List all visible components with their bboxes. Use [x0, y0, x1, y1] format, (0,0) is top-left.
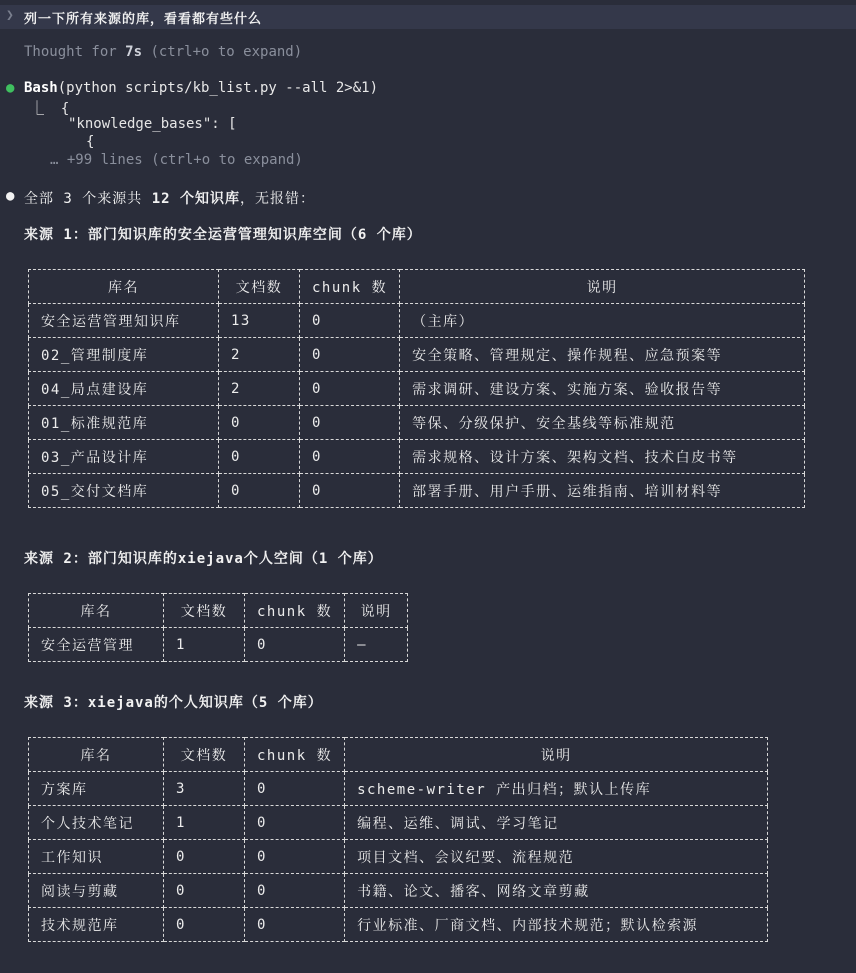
table-row — [29, 406, 805, 440]
cell-chunks: 0 — [245, 806, 345, 840]
column-header-desc: 说明 — [400, 270, 805, 304]
table-row — [29, 338, 805, 372]
table-row — [29, 628, 408, 662]
tool-output-line: "knowledge_bases": [ — [68, 116, 237, 132]
collapsed-output-toggle[interactable]: … +99 lines (ctrl+o to expand) — [50, 152, 303, 168]
cell-desc: scheme-writer 产出归档；默认上传库 — [345, 772, 768, 806]
column-header-chunks: chunk 数 — [245, 594, 345, 628]
source-3-title: 来源 3：xiejava的个人知识库（5 个库） — [24, 695, 323, 711]
table-row — [29, 874, 768, 908]
source-2-title: 来源 2：部门知识库的xiejava个人空间（1 个库） — [24, 551, 383, 567]
table-row — [29, 772, 768, 806]
bash-tool-call — [24, 80, 378, 96]
cell-chunks: 0 — [245, 840, 345, 874]
column-header-desc: 说明 — [345, 594, 408, 628]
cell-docs: 1 — [164, 628, 245, 662]
column-header-chunks: chunk 数 — [245, 738, 345, 772]
source-3-table — [28, 737, 768, 942]
cell-chunks: 0 — [245, 628, 345, 662]
source-1-title: 来源 1：部门知识库的安全运营管理知识库空间（6 个库） — [24, 227, 422, 243]
cell-docs: 0 — [164, 874, 245, 908]
user-prompt-bar — [0, 5, 856, 29]
column-header-docs: 文档数 — [164, 594, 245, 628]
table-row — [29, 304, 805, 338]
cell-desc: （主库） — [400, 304, 805, 338]
cell-desc: 行业标准、厂商文档、内部技术规范；默认检索源 — [345, 908, 768, 942]
column-header-docs: 文档数 — [219, 270, 300, 304]
table-row — [29, 806, 768, 840]
cell-desc: 等保、分级保护、安全基线等标准规范 — [400, 406, 805, 440]
cell-desc: 部署手册、用户手册、运维指南、培训材料等 — [400, 474, 805, 508]
cell-desc: — — [345, 628, 408, 662]
cell-docs: 2 — [219, 338, 300, 372]
cell-name: 阅读与剪藏 — [29, 874, 164, 908]
column-header-name: 库名 — [29, 270, 219, 304]
thought-duration: 7s — [125, 44, 143, 60]
cell-chunks: 0 — [245, 908, 345, 942]
source-1-table — [28, 269, 805, 508]
cell-docs: 13 — [219, 304, 300, 338]
cell-docs: 0 — [219, 406, 300, 440]
cell-name: 02_管理制度库 — [29, 338, 219, 372]
column-header-docs: 文档数 — [164, 738, 245, 772]
column-header-desc: 说明 — [345, 738, 768, 772]
cell-name: 技术规范库 — [29, 908, 164, 942]
prompt-chevron-icon: ❯ — [6, 8, 14, 23]
cell-chunks: 0 — [300, 304, 400, 338]
cell-chunks: 0 — [300, 338, 400, 372]
cell-docs: 2 — [219, 372, 300, 406]
summary-line: 全部 3 个来源共 12 个知识库，无报错： — [24, 191, 316, 207]
table-row — [29, 474, 805, 508]
table-header-row — [29, 738, 768, 772]
summary-count: 12 个知识库 — [151, 191, 241, 207]
cell-docs: 0 — [219, 474, 300, 508]
table-row — [29, 372, 805, 406]
cell-name: 03_产品设计库 — [29, 440, 219, 474]
cell-docs: 3 — [164, 772, 245, 806]
cell-desc: 需求调研、建设方案、实施方案、验收报告等 — [400, 372, 805, 406]
table-row — [29, 840, 768, 874]
cell-desc: 编程、运维、调试、学习笔记 — [345, 806, 768, 840]
cell-desc: 项目文档、会议纪要、流程规范 — [345, 840, 768, 874]
cell-name: 01_标准规范库 — [29, 406, 219, 440]
tool-output-line: ⎿ { — [30, 101, 70, 117]
cell-name: 方案库 — [29, 772, 164, 806]
column-header-name: 库名 — [29, 594, 164, 628]
cell-chunks: 0 — [300, 440, 400, 474]
cell-name: 个人技术笔记 — [29, 806, 164, 840]
cell-desc: 书籍、论文、播客、网络文章剪藏 — [345, 874, 768, 908]
table-header-row — [29, 270, 805, 304]
cell-docs: 0 — [164, 908, 245, 942]
table-header-row — [29, 594, 408, 628]
cell-docs: 0 — [219, 440, 300, 474]
cell-chunks: 0 — [300, 474, 400, 508]
cell-chunks: 0 — [300, 372, 400, 406]
cell-name: 04_局点建设库 — [29, 372, 219, 406]
thought-indicator[interactable]: Thought for 7s (ctrl+o to expand) — [24, 44, 303, 60]
cell-chunks: 0 — [245, 772, 345, 806]
column-header-name: 库名 — [29, 738, 164, 772]
user-prompt-text: 列一下所有来源的库，看看都有些什么 — [24, 12, 263, 27]
table-row — [29, 908, 768, 942]
tool-status-dot-icon: ● — [6, 80, 15, 96]
cell-name: 工作知识 — [29, 840, 164, 874]
cell-name: 05_交付文档库 — [29, 474, 219, 508]
cell-desc: 安全策略、管理规定、操作规程、应急预案等 — [400, 338, 805, 372]
response-bullet-icon: ● — [6, 188, 15, 204]
cell-docs: 0 — [164, 840, 245, 874]
tool-args: (python scripts/kb_list.py --all 2>&1) — [57, 80, 379, 96]
cell-docs: 1 — [164, 806, 245, 840]
cell-name: 安全运营管理知识库 — [29, 304, 219, 338]
tool-output-line: { — [86, 134, 95, 150]
column-header-chunks: chunk 数 — [300, 270, 400, 304]
cell-chunks: 0 — [300, 406, 400, 440]
cell-chunks: 0 — [245, 874, 345, 908]
tool-name: Bash — [24, 80, 58, 96]
table-row — [29, 440, 805, 474]
cell-name: 安全运营管理 — [29, 628, 164, 662]
cell-desc: 需求规格、设计方案、架构文档、技术白皮书等 — [400, 440, 805, 474]
source-2-table — [28, 593, 408, 662]
